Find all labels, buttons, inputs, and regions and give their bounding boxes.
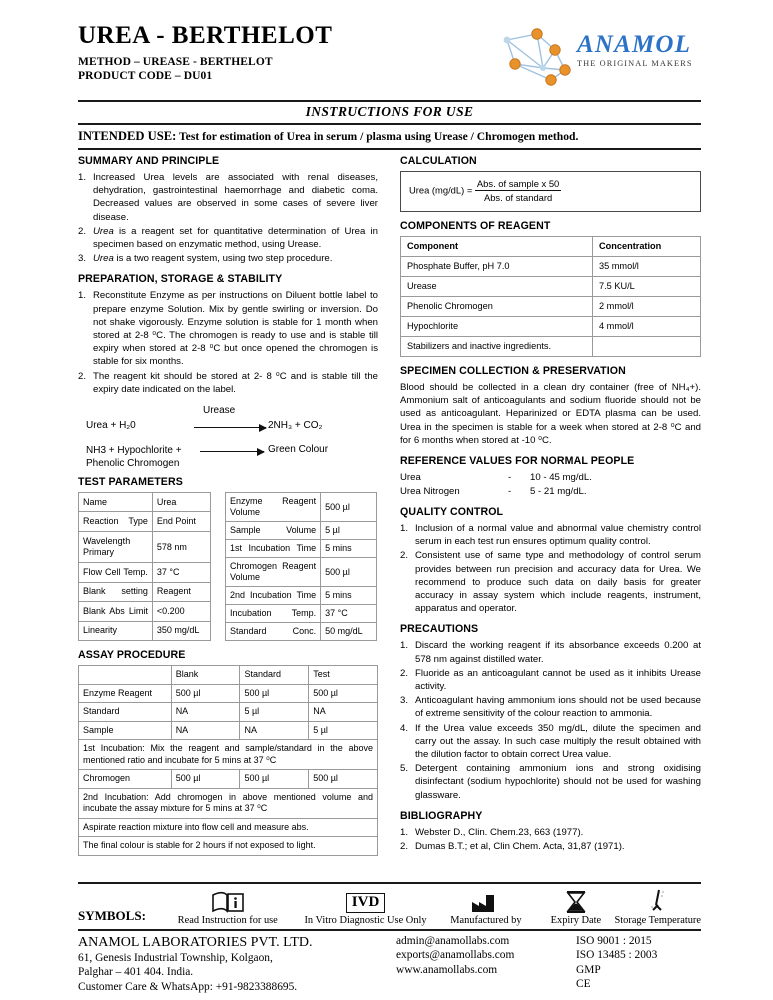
components-heading: COMPONENTS OF REAGENT <box>400 220 551 232</box>
brand-name: ANAMOL <box>577 31 692 58</box>
list-text: Webster D., Clin. Chem.23, 663 (1977). <box>415 826 584 838</box>
assay-cell-blank: 500 µl <box>171 770 240 789</box>
company-contacts <box>396 934 576 994</box>
reaction1-reactants: Urea + H₂0 <box>86 420 136 432</box>
list-text: Dumas B.T.; et al, Clin Chem. Acta, 31,87 (1971). <box>415 841 625 853</box>
calculation-lead: Urea (mg/dL) = <box>409 184 473 196</box>
list-item <box>78 289 378 368</box>
list-number: 2. <box>400 667 409 679</box>
calculation-heading: CALCULATION <box>400 155 477 167</box>
calculation-formula <box>409 178 692 204</box>
param-value: <0.200 <box>152 602 210 621</box>
symbol-expiry-date <box>537 889 614 926</box>
reaction1-enzyme-label: Urease <box>203 405 236 417</box>
assay-col-standard: Standard <box>240 666 309 685</box>
components-col-concentration: Concentration <box>593 237 701 257</box>
list-text: Anticoagulant having ammonium ions should not be used because of extreme sensitivity of the colour reaction to ammonia. <box>415 695 701 720</box>
summary-heading: SUMMARY AND PRINCIPLE <box>78 155 220 167</box>
read-instructions-icon <box>159 889 297 913</box>
list-number: 2. <box>78 370 87 382</box>
symbol-storage-temperature <box>615 889 702 926</box>
component-conc <box>593 337 701 357</box>
list-text: Reconstitute Enzyme as per instructions on Diluent bottle label to prepare enzyme Solution. Mix by gentle swirling or inversion. Do not shake vigorously. Enzyme solution is stable for 1 month when stored at 2-8 ⁰C. The chromogen is ready to use and is stable till expiry when stored at 2-8 ⁰C but once opened the chromogen is stable for six months. <box>93 290 378 368</box>
component-name: Stabilizers and inactive ingredients. <box>401 337 593 357</box>
list-item <box>400 549 701 615</box>
param-key: Enzyme Reagent Volume <box>226 493 321 522</box>
reaction2-arrow-icon <box>200 451 264 452</box>
reference-value: 10 - 45 mg/dL. <box>530 472 592 484</box>
assay-incubation-note-2: 2nd Incubation: Add chromogen in above mentioned volume and incubate the assay mixture for 5 mins at 37 ⁰C <box>79 788 378 818</box>
assay-cell-blank: NA <box>171 721 240 740</box>
test-parameters-table-right <box>225 492 377 641</box>
assay-row-label: Chromogen <box>79 770 172 789</box>
table-row <box>79 582 211 601</box>
list-item <box>400 762 701 802</box>
table-row <box>79 703 378 722</box>
table-row <box>79 684 378 703</box>
list-number: 2. <box>400 841 409 853</box>
assay-note-stability: The final colour is stable for 2 hours if not exposed to light. <box>79 837 378 856</box>
list-text: The reagent kit should be stored at 2- 8 ⁰C and is stable till the expiry date indicated on the label. <box>93 370 378 395</box>
contact-email-admin[interactable]: admin@anamollabs.com <box>396 934 510 947</box>
table-row <box>226 558 377 587</box>
list-number: 2. <box>78 225 87 237</box>
intended-use <box>78 125 701 148</box>
component-name: Phenolic Chromogen <box>401 297 593 317</box>
list-item <box>400 667 701 693</box>
table-row <box>79 493 211 512</box>
table-row <box>79 770 378 789</box>
ivd-text: IVD <box>346 893 386 913</box>
hourglass-icon <box>537 889 614 913</box>
param-key: Name <box>79 493 153 512</box>
reference-row <box>400 485 701 499</box>
assay-row-label: Enzyme Reagent <box>79 684 172 703</box>
list-number: 1. <box>400 826 409 838</box>
product-code-line: PRODUCT CODE – DU01 <box>78 69 213 82</box>
param-key: Incubation Temp. <box>226 605 321 623</box>
table-row <box>226 493 377 522</box>
table-row <box>401 317 701 337</box>
param-key: Flow Cell Temp. <box>79 563 153 582</box>
list-text: If the Urea value exceeds 350 mg/dL, dilute the specimen and carry out the assay. In such case multiply the result obtained with the dilution factor to obtain correct Urea value. <box>415 722 701 761</box>
list-number: 3. <box>78 253 87 265</box>
list-item <box>400 694 701 720</box>
param-value: 350 mg/dL <box>152 621 210 640</box>
assay-cell-standard: 5 µl <box>240 703 309 722</box>
list-text: Detergent containing ammonium ions and strong oxidising disinfectant (sodium hypochlorite) should not be used for washing glassware. <box>415 763 701 801</box>
assay-col-blank: Blank <box>171 666 240 685</box>
left-column <box>78 153 378 856</box>
anamol-logo <box>493 24 705 86</box>
list-text: Increased Urea levels are associated with renal diseases, dehydration, gastrointestinal haemorrhage and diabetic coma. Decreased values are observed in some cases of severe liver disease. <box>93 172 378 223</box>
intended-use-text: Test for estimation of Urea in serum / plasma using Urease / Chromogen method. <box>176 130 579 143</box>
component-conc: 4 mmol/l <box>593 317 701 337</box>
assay-procedure-heading: ASSAY PROCEDURE <box>78 649 186 662</box>
symbol-caption: In Vitro Diagnostic Use Only <box>304 914 427 926</box>
test-parameters-tables <box>78 492 378 641</box>
assay-cell-standard: 500 µl <box>240 770 309 789</box>
company-name: ANAMOL LABORATORIES PVT. LTD. <box>78 934 313 950</box>
list-item <box>400 639 701 665</box>
param-value: 5 mins <box>321 540 377 558</box>
table-row <box>79 621 211 640</box>
list-text: is a two reagent system, using two step procedure. <box>113 253 333 265</box>
reaction2-reactants-line1: NH3 + Hypochlorite + <box>86 445 182 457</box>
components-col-component: Component <box>401 237 593 257</box>
document-footer <box>78 882 701 994</box>
quality-control-list <box>400 522 701 615</box>
assay-cell-test: 500 µl <box>309 684 378 703</box>
param-key: Wavelength Primary <box>79 531 153 562</box>
symbol-caption: Manufactured by <box>450 914 522 926</box>
document-header <box>78 22 701 100</box>
calculation-box <box>400 171 701 212</box>
list-italic-lead: Urea <box>93 225 114 237</box>
list-number: 4. <box>400 722 409 734</box>
symbol-ivd <box>297 889 435 926</box>
param-value: Urea <box>152 493 210 512</box>
table-row <box>79 531 211 562</box>
list-item <box>78 252 378 265</box>
list-number: 1. <box>400 523 409 535</box>
component-conc: 2 mmol/l <box>593 297 701 317</box>
list-item <box>78 370 378 396</box>
reference-label: Urea <box>400 472 421 484</box>
reaction2-reactants <box>86 444 182 470</box>
reaction1-products: 2NH₃ + CO₂ <box>268 420 323 432</box>
contact-email-exports[interactable]: exports@anamollabs.com <box>396 949 515 962</box>
address-line: Palghar – 401 404. India. <box>78 966 194 979</box>
param-key: Blank setting <box>79 582 153 601</box>
bibliography-heading: BIBLIOGRAPHY <box>400 809 483 822</box>
assay-cell-test: NA <box>309 703 378 722</box>
assay-row-label: Standard <box>79 703 172 722</box>
table-row <box>79 837 378 856</box>
certification-item: CE <box>576 978 591 990</box>
param-value: 37 °C <box>321 605 377 623</box>
table-row <box>226 522 377 540</box>
specimen-text: Blood should be collected in a clean dry container (free of NH₄+). Ammonium salt of anticoagulants and sodium fluoride should not be used as anticoagulant. Heparinized or EDTA plasma can be used. Urea in the specimen is stable for a week when stored at 2-8 ⁰C and for 6 months when stored at -10 ⁰C. <box>400 382 701 446</box>
calculation-fraction <box>475 178 561 204</box>
factory-icon <box>434 889 537 913</box>
quality-control-heading: QUALITY CONTROL <box>400 506 504 519</box>
preparation-heading: PREPARATION, STORAGE & STABILITY <box>78 273 283 286</box>
certification-item: ISO 13485 : 2003 <box>576 949 658 962</box>
param-value: 5 µl <box>321 522 377 540</box>
assay-cell-standard: 500 µl <box>240 684 309 703</box>
assay-procedure-table <box>78 665 378 856</box>
assay-cell-blank: 500 µl <box>171 684 240 703</box>
param-key: Reaction Type <box>79 512 153 531</box>
summary-list <box>78 171 378 265</box>
precautions-heading: PRECAUTIONS <box>400 623 479 636</box>
reaction2-reactants-line2: Phenolic Chromogen <box>86 458 180 470</box>
brand-tagline: THE ORIGINAL MAKERS <box>577 59 693 68</box>
param-key: Sample Volume <box>226 522 321 540</box>
param-value: 578 nm <box>152 531 210 562</box>
table-row <box>79 721 378 740</box>
table-row <box>401 297 701 317</box>
test-parameters-heading: TEST PARAMETERS <box>78 476 183 489</box>
calculation-numerator: Abs. of sample x 50 <box>476 178 560 189</box>
symbol-manufactured-by <box>434 889 537 926</box>
table-header-row <box>79 666 378 685</box>
components-table <box>400 236 701 357</box>
right-column <box>400 153 701 856</box>
table-row <box>79 788 378 818</box>
table-header-row <box>401 237 701 257</box>
list-number: 1. <box>78 290 87 302</box>
assay-note-aspirate: Aspirate reaction mixture into flow cell and measure abs. <box>79 818 378 837</box>
intended-use-label: INTENDED USE: <box>78 129 177 143</box>
component-conc: 35 mmol/l <box>593 257 701 277</box>
list-item <box>78 171 378 224</box>
list-text: Discard the working reagent if its absorbance exceeds 0.200 at 578 nm against distilled water. <box>415 640 701 665</box>
certifications <box>576 934 657 994</box>
address-line: 61, Genesis Industrial Township, Kolgaon, <box>78 951 273 964</box>
param-key: Blank Abs Limit <box>79 602 153 621</box>
list-number: 2. <box>400 550 409 562</box>
list-item <box>400 722 701 762</box>
param-value: 500 µl <box>321 493 377 522</box>
table-row <box>79 602 211 621</box>
reference-value: 5 - 21 mg/dL. <box>530 485 587 497</box>
table-row <box>401 257 701 277</box>
symbol-caption: Storage Temperature <box>614 914 701 926</box>
address-line: Customer Care & WhatsApp: +91-9823388695. <box>78 980 298 993</box>
bibliography-list <box>400 826 701 853</box>
param-key: Linearity <box>79 621 153 640</box>
precautions-list <box>400 639 701 801</box>
component-name: Urease <box>401 277 593 297</box>
assay-cell-blank: NA <box>171 703 240 722</box>
thermometer-icon <box>615 889 702 913</box>
param-key: Standard Conc. <box>226 623 321 641</box>
reference-dash: - <box>508 485 512 497</box>
list-number: 1. <box>78 172 87 183</box>
list-text: Consistent use of same type and methodology of control serum provides between run precision and accuracy data for Urea. We recommend to produce such data on daily basis for greater accuracy in assay system which include reagents, instrument, apparatus and operator. <box>415 550 701 615</box>
component-name: Phosphate Buffer, pH 7.0 <box>401 257 593 277</box>
table-row <box>226 623 377 641</box>
list-text: Inclusion of a normal value and abnormal value chemistry control serum in each test run ensures optimum quality control. <box>415 523 701 548</box>
assay-incubation-note-1: 1st Incubation: Mix the reagent and sample/standard in the above mentioned ratio and incubate for 5 mins at 37 ⁰C <box>79 740 378 770</box>
reaction2-products: Green Colour <box>268 444 329 456</box>
symbols-label: SYMBOLS: <box>78 907 146 923</box>
brand-text <box>577 32 693 68</box>
reference-row <box>400 471 701 485</box>
list-number: 5. <box>400 763 409 775</box>
param-value: 5 mins <box>321 587 377 605</box>
intended-use-divider <box>78 148 701 150</box>
table-row <box>401 277 701 297</box>
specimen-heading: SPECIMEN COLLECTION & PRESERVATION <box>400 365 626 377</box>
assay-col-test: Test <box>309 666 378 685</box>
list-text: is a reagent set for quantitative determination of Urea in specimen based on enzymatic method, using Urease. <box>93 225 378 251</box>
content-columns <box>78 153 701 856</box>
param-key: 2nd Incubation Time <box>226 587 321 605</box>
table-row <box>401 337 701 357</box>
assay-cell-standard: NA <box>240 721 309 740</box>
param-value: 50 mg/dL <box>321 623 377 641</box>
assay-row-label: Sample <box>79 721 172 740</box>
table-row <box>226 540 377 558</box>
list-number: 1. <box>400 640 409 652</box>
assay-col-0 <box>79 666 172 685</box>
calculation-denominator: Abs. of standard <box>483 192 553 203</box>
reference-values-list <box>400 471 701 498</box>
table-row <box>79 818 378 837</box>
param-key: Chromogen Reagent Volume <box>226 558 321 587</box>
table-row <box>226 605 377 623</box>
reaction-scheme <box>78 406 378 468</box>
list-item <box>400 826 701 839</box>
component-name: Hypochlorite <box>401 317 593 337</box>
preparation-list <box>78 289 378 396</box>
table-row <box>79 512 211 531</box>
company-address <box>78 934 396 994</box>
symbol-read-instructions <box>159 889 297 926</box>
page-title: UREA - BERTHELOT <box>78 22 333 49</box>
table-row <box>79 563 211 582</box>
list-italic-lead: Urea <box>93 253 114 265</box>
list-text: Fluoride as an anticoagulant cannot be used as it inhibits Urease activity. <box>415 667 701 693</box>
param-value: Reagent <box>152 582 210 601</box>
component-conc: 7.5 KU/L <box>593 277 701 297</box>
test-parameters-table-left <box>78 492 211 641</box>
param-value: 37 °C <box>152 563 210 582</box>
method-line: METHOD – UREASE - BERTHELOT <box>78 56 273 68</box>
param-value: 500 µl <box>321 558 377 587</box>
list-item <box>400 522 701 548</box>
instructions-banner: INSTRUCTIONS FOR USE <box>305 104 474 119</box>
table-row <box>79 740 378 770</box>
reference-label: Urea Nitrogen <box>400 485 460 497</box>
contact-website[interactable]: www.anamollabs.com <box>396 963 498 976</box>
company-block <box>78 929 701 994</box>
ivd-icon <box>297 889 435 913</box>
certification-item: GMP <box>576 963 601 976</box>
list-item <box>78 225 378 251</box>
param-value: End Point <box>152 512 210 531</box>
param-key: 1st Incubation Time <box>226 540 321 558</box>
symbol-caption: Read Instruction for use <box>177 914 278 926</box>
reference-values-heading: REFERENCE VALUES FOR NORMAL PEOPLE <box>400 455 635 468</box>
list-item <box>400 840 701 853</box>
table-row <box>226 587 377 605</box>
assay-cell-test: 5 µl <box>309 721 378 740</box>
assay-cell-test: 500 µl <box>309 770 378 789</box>
reaction1-arrow-icon <box>194 427 266 428</box>
symbol-caption: Expiry Date <box>550 914 602 926</box>
list-number: 3. <box>400 695 409 707</box>
symbols-row <box>78 882 701 926</box>
reference-dash: - <box>508 472 512 484</box>
certification-item: ISO 9001 : 2015 <box>576 934 652 947</box>
